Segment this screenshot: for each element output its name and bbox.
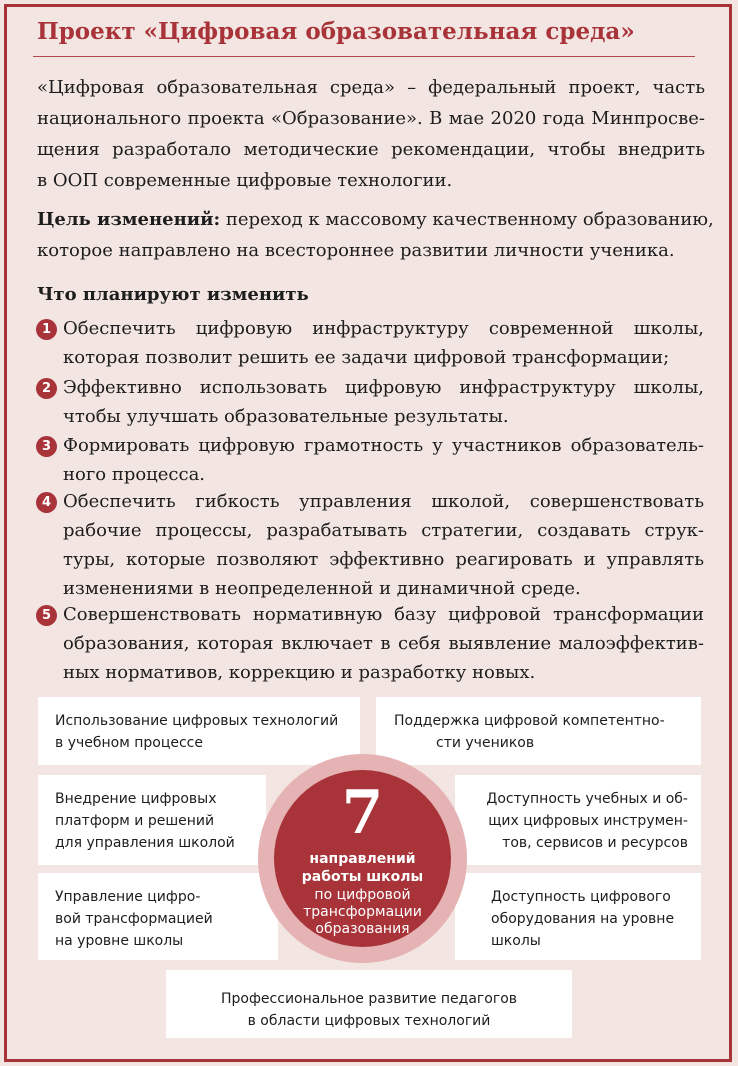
list-item-line: Обеспечить гибкость управления школой, совершенствовать bbox=[63, 491, 704, 512]
list-number-4: 4 bbox=[36, 492, 57, 513]
list-item-line: чтобы улучшать образовательные результаты. bbox=[63, 406, 509, 427]
direction-line: платформ и решений bbox=[55, 813, 215, 829]
goal-text-1: переход к массовому качественному образованию, bbox=[220, 209, 714, 230]
center-sub-line: трансформации bbox=[303, 904, 422, 920]
direction-line: Поддержка цифровой компетентно- bbox=[394, 713, 665, 729]
direction-box-transformation-mgmt bbox=[38, 873, 278, 960]
direction-line: вой трансформацией bbox=[55, 911, 213, 927]
list-item-line: которая позволит решить ее задачи цифровой трансформации; bbox=[63, 347, 670, 368]
direction-box-equipment-access bbox=[455, 873, 701, 960]
list-number-1: 1 bbox=[36, 319, 57, 340]
direction-line: Доступность учебных и об- bbox=[486, 791, 688, 807]
list-item-line: Совершенствовать нормативную базу цифровой трансформации bbox=[63, 604, 704, 625]
goal-paragraph bbox=[37, 204, 714, 266]
center-circle bbox=[274, 770, 451, 947]
intro-line: в ООП современные цифровые технологии. bbox=[37, 170, 453, 191]
direction-line: оборудования на уровне bbox=[491, 911, 675, 927]
list-number-3: 3 bbox=[36, 436, 57, 457]
list-item-line: изменениями в неопределенной и динамичной среде. bbox=[63, 578, 581, 599]
direction-line: тов, сервисов и ресурсов bbox=[502, 835, 688, 851]
center-bold-line: работы школы bbox=[301, 869, 424, 885]
intro-line: «Цифровая образовательная среда» – федеральный проект, часть bbox=[37, 77, 705, 98]
intro-line: национального проекта «Образование». В мае 2020 года Минпросве- bbox=[37, 108, 705, 129]
list-item bbox=[63, 314, 704, 372]
direction-line: Доступность цифрового bbox=[491, 889, 671, 905]
list-item bbox=[63, 600, 704, 687]
direction-box-student-competence bbox=[376, 697, 701, 765]
intro-paragraph bbox=[37, 72, 705, 196]
list-item-line: Формировать цифровую грамотность у участников образователь- bbox=[63, 435, 704, 456]
goal-line bbox=[37, 204, 714, 235]
direction-line: сти учеников bbox=[436, 735, 535, 751]
page-title: Проект «Цифровая образовательная среда» bbox=[37, 18, 635, 45]
list-number-2: 2 bbox=[36, 378, 57, 399]
direction-box-digital-tech bbox=[38, 697, 360, 765]
direction-line: Управление цифро- bbox=[55, 889, 201, 905]
direction-line: Профессиональное развитие педагогов bbox=[220, 991, 518, 1007]
list-item bbox=[63, 431, 704, 489]
list-item-line: Обеспечить цифровую инфраструктуру современной школы, bbox=[63, 318, 704, 339]
list-number-5: 5 bbox=[36, 605, 57, 626]
list-item-line: образования, которая включает в себя выявление малоэффектив- bbox=[63, 633, 704, 654]
direction-line: щих цифровых инструмен- bbox=[488, 813, 688, 829]
direction-line: в области цифровых технологий bbox=[247, 1013, 491, 1029]
direction-box-teacher-development bbox=[166, 970, 572, 1038]
direction-line: для управления школой bbox=[55, 835, 235, 851]
list-item-line: туры, которые позволяют эффективно реагировать и управлять bbox=[63, 549, 704, 570]
center-number: 7 bbox=[341, 778, 384, 848]
direction-box-tools-access bbox=[455, 775, 701, 865]
center-sub-line: по цифровой bbox=[314, 887, 411, 903]
direction-box-platforms bbox=[38, 775, 266, 865]
center-sub-line: образования bbox=[315, 921, 410, 937]
list-item-line: ного процесса. bbox=[63, 464, 206, 485]
center-bold-line: направлений bbox=[309, 851, 416, 867]
list-item-line: ных нормативов, коррекцию и разработку новых. bbox=[63, 662, 536, 683]
goal-label: Цель изменений: bbox=[37, 209, 221, 230]
list-item-line: Эффективно использовать цифровую инфраструктуру школы, bbox=[63, 377, 704, 398]
direction-line: на уровне школы bbox=[55, 933, 184, 949]
list-item bbox=[63, 487, 704, 603]
goal-line: которое направлено на всестороннее развитии личности ученика. bbox=[37, 240, 675, 261]
direction-line: Внедрение цифровых bbox=[55, 791, 217, 807]
intro-line: щения разработало методические рекомендации, чтобы внедрить bbox=[37, 139, 705, 160]
list-item-line: рабочие процессы, разрабатывать стратегии, создавать струк- bbox=[63, 520, 704, 541]
direction-line: Использование цифровых технологий bbox=[55, 713, 339, 729]
direction-line: в учебном процессе bbox=[55, 735, 203, 751]
title-divider bbox=[33, 56, 695, 57]
direction-line: школы bbox=[491, 933, 541, 949]
list-item bbox=[63, 373, 704, 431]
plan-heading: Что планируют изменить bbox=[37, 284, 309, 305]
